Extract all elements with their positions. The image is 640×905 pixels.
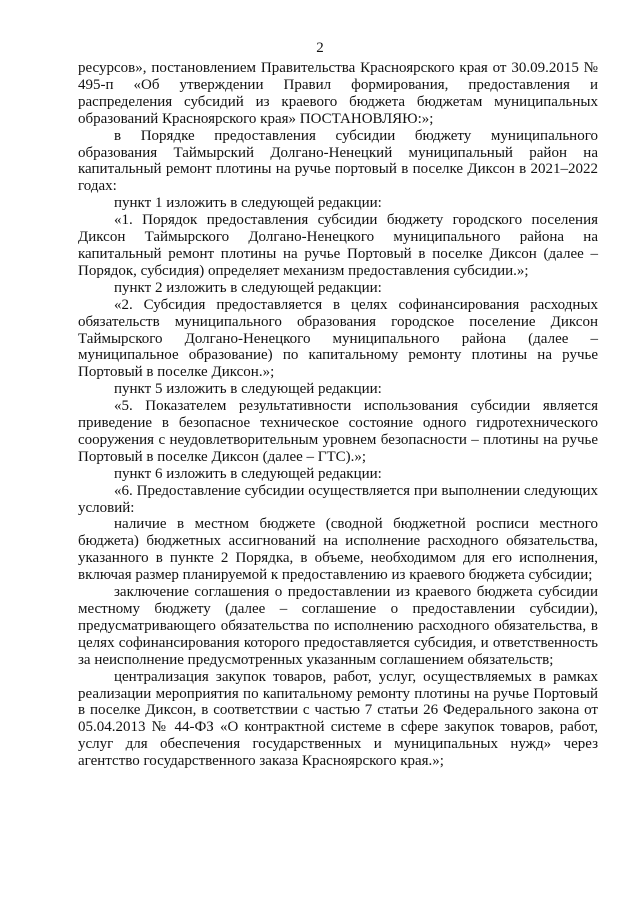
- paragraph-item-5-heading: пункт 5 изложить в следующей редакции:: [114, 381, 382, 398]
- paragraph-order-intro: в Порядке предоставления субсидии бюджету муниципального образования Таймырский Долгано-Ненецкий муниципальный район на капитальный ремонт плотины на ручье портовый в поселке Диксон в 2021–2022 годах:: [78, 127, 598, 195]
- paragraph-condition-procurement: централизация закупок товаров, работ, услуг, осуществляемых в рамках реализации мероприятия по капитальному ремонту плотины на ручье Портовый в поселке Диксон, в соответствии с частью 7 статьи 26 Федерального закона от 05.04.2013 № 44-ФЗ «О контрактной системе в сфере закупок товаров, работ, услуг для обеспечения государственных и муниципальных нужд» через агентство государственного заказа Красноярского края.»;: [78, 668, 598, 770]
- paragraph-item-1-text: «1. Порядок предоставления субсидии бюджету городского поселения Диксон Таймырского Долгано-Ненецкого муниципального района на капитальный ремонт плотины на ручье Портовый в поселке Диксон (далее – Порядок, субсидия) определяет механизм предоставления субсидии.»;: [78, 212, 598, 279]
- paragraph-resolution-tail: ресурсов», постановлением Правительства Красноярского края от 30.09.2015 № 495-п «Об утверждении Правил формирования, предоставления и распределения субсидий из краевого бюджета бюджетам муниципальных образований Красноярского края» ПОСТАНОВЛЯЮ:»;: [78, 60, 598, 127]
- paragraph-item-2-text: «2. Субсидия предоставляется в целях софинансирования расходных обязательств муниципального образования городское поселение Диксон Таймырского Долгано-Ненецкого муниципального района (далее – муниципальное образование) по капитальному ремонту плотины на ручье Портовый в поселке Диксон.»;: [78, 296, 598, 381]
- paragraph-item-1-heading: пункт 1 изложить в следующей редакции:: [114, 195, 382, 212]
- paragraph-item-6-text: «6. Предоставление субсидии осуществляется при выполнении следующих условий:: [78, 482, 598, 516]
- paragraph-item-6-heading: пункт 6 изложить в следующей редакции:: [114, 465, 382, 482]
- document-body: [78, 60, 598, 770]
- page-number: 2: [316, 40, 324, 56]
- paragraph-item-5-text: «5. Показателем результативности использования субсидии является приведение в безопасное техническое состояние одного гидротехнического сооружения с неудовлетворительным уровнем безопасности – плотины на ручье Портовый в поселке Диксон (далее – ГТС).»;: [78, 398, 598, 465]
- paragraph-item-2-heading: пункт 2 изложить в следующей редакции:: [114, 279, 382, 296]
- paragraph-condition-agreement: заключение соглашения о предоставлении из краевого бюджета субсидии местному бюджету (далее – соглашение о предоставлении субсидии), предусматривающего обязательства по исполнению расходного обязательства, в целях софинансирования которого предоставляется субсидия, и ответственность за неисполнение предусмотренных указанным соглашением обязательств;: [78, 584, 598, 668]
- paragraph-condition-budget: наличие в местном бюджете (сводной бюджетной росписи местного бюджета) бюджетных ассигнований на исполнение расходного обязательства, указанного в пункте 2 Порядка, в объеме, необходимом для его исполнения, включая размер планируемой к предоставлению из краевого бюджета субсидии;: [78, 516, 598, 584]
